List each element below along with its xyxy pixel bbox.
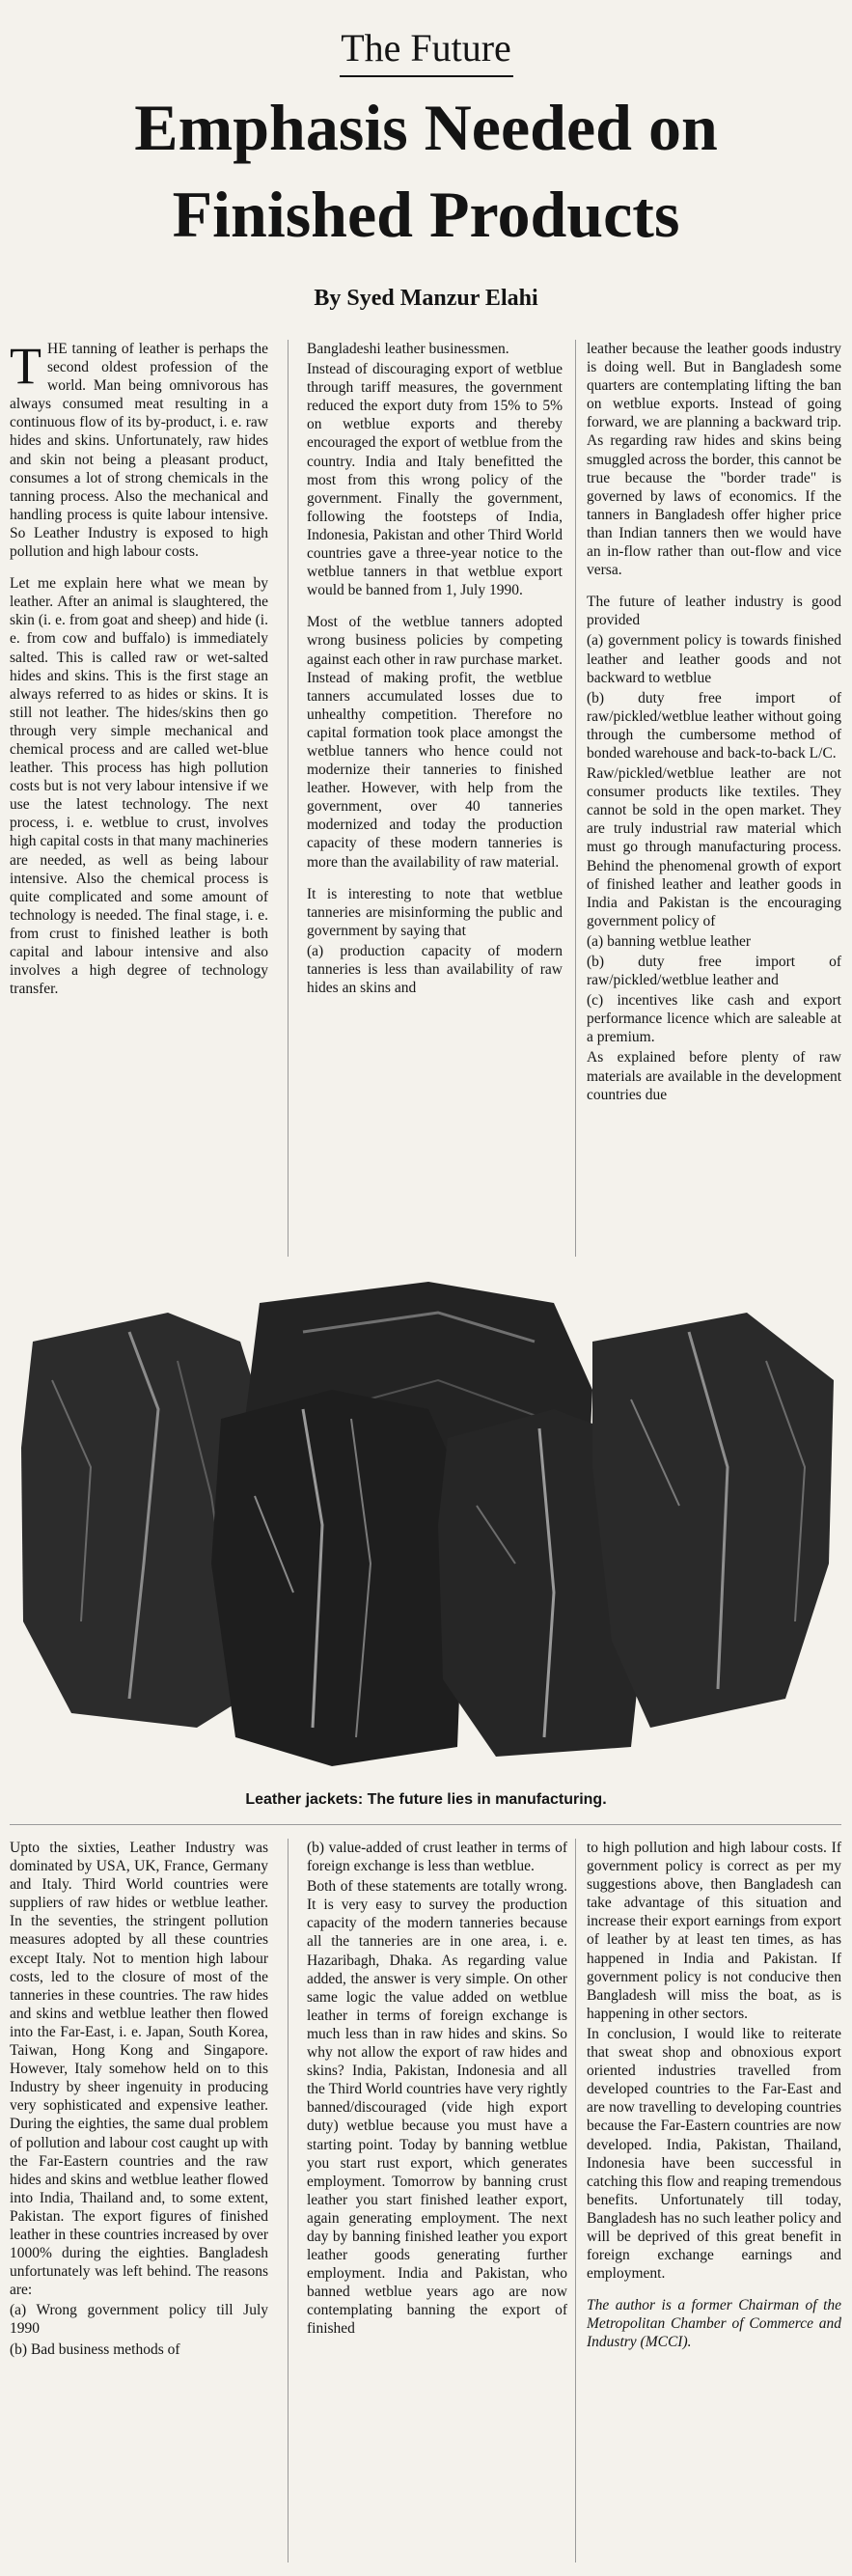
paragraph: (b) value-added of crust leather in terms of foreign exchange is less than wetblue. <box>307 1840 567 1875</box>
headline-line-2: Finished Products <box>172 178 680 251</box>
paragraph: Bangladeshi leather businessmen. <box>307 341 509 357</box>
paragraph: (b) duty free import of raw/pickled/wetblue leather without going through the cumbersome method of bonded warehouse and back-to-back L/C. <box>587 689 841 762</box>
leather-jackets-photo <box>14 1274 839 1776</box>
paragraph: leather because the leather goods industry is doing well. But in Bangladesh some quarters are contemplating lifting the ban on wetblue exports. Instead of going forward, we are planning a backward trip. As regarding raw hides and skins being smuggled across the border, this cannot be true because the "border trade" is governed by laws of economics. If the tanners in Bangladesh offer higher price than Indian tanners then we would have an in-flow rather than out-flow and vice versa. <box>587 341 841 579</box>
article-column-2 <box>307 340 563 1011</box>
paragraph: (a) production capacity of modern tanneries is less than availability of raw hides an skins and <box>307 942 563 997</box>
author-note: The author is a former Chairman of the Metropolitan Chamber of Commerce and Industry (MCCI). <box>587 2297 841 2351</box>
drop-cap: T <box>10 337 41 395</box>
paragraph: to high pollution and high labour costs. If government policy is correct as per my suggestions above, then Bangladesh can take advantage of this situation and increase their export earnings from export of leather by at least ten times, as has happened in India and Pakistan. If government policy is not conducive then Bangladesh will miss the boat, as is happening in other sectors. <box>587 1840 841 2022</box>
paragraph: Both of these statements are totally wrong. It is very easy to survey the production capacity of the modern tanneries because all the tanneries are in one area, i. e. Hazaribagh, Dhaka. As regarding value added, the answer is very simple. On other same logic the value added on wetblue leather in terms of foreign exchange is much less than in raw hides and skins. So why not allow the export of raw hides and skins? India, Pakistan, Indonesia and all the Third World countries have very rightly banned/discouraged (vide high export duty) wetblue because you must have a starting point. Today by banning wetblue you start rust export, which generates employment. Tomorrow by banning crust leather you start finished leather export, again generating employment. The next day by banning finished leather you export leather goods generating further employment. India and Pakistan, who banned wetblue years ago are now contemplating banning the export of finished <box>307 1878 567 2338</box>
paragraph: (a) banning wetblue leather <box>587 932 751 950</box>
photo-caption: Leather jackets: The future lies in manufacturing. <box>245 1791 607 1808</box>
paragraph: In conclusion, I would like to reiterate that sweat shop and obnoxious export oriented industries travelled from developed countries to the Far-East and are now travelling to developing countries because the Far-Eastern countries are now developed. India, Pakistan, Thailand, Indonesia have been successful in catching this flow and reaping tremendous benefits. Unfortunately till today, Bangladesh has no such leather policy and will be deprived of this great benefit in foreign exchange earnings and employment. <box>587 2025 841 2283</box>
headline-line-1: Emphasis Needed on <box>134 91 718 164</box>
paragraph: Let me explain here what we mean by leather. After an animal is slaughtered, the skin (i. e. from goat and sheep) and hide (i. e. from cow and buffalo) is immediately salted. This is called raw or wet-salted hides and skins. This is the first stage an always referred to as hides or skins. It is still not leather. The hides/skins then go through very simple mechanical and chemical process and are called wet-blue leather. This process has high pollution costs but is not very labour intensive if we use the latest technology. The next process, i. e. wetblue to crust, involves high capital costs in that many machineries are needed, as well as being labour intensive. Also the chemical process is quite complicated and some amount of technology is needed. The final stage, i. e. from crust to finished leather is both capital and labour intensive and also involves a high degree of technology transfer. <box>10 575 268 998</box>
article-column-4 <box>10 1839 268 2372</box>
article-column-5 <box>307 1839 567 2352</box>
paragraph: (c) incentives like cash and export performance licence which are saleable at a premium. <box>587 992 841 1046</box>
byline: By Syed Manzur Elahi <box>314 286 538 311</box>
caption-divider <box>10 1824 841 1825</box>
paragraph: Most of the wetblue tanners adopted wrong business policies by competing against each other in raw purchase market. Instead of making profit, the wetblue tanners accumulated losses due to unhealthy competition. Therefore no capital formation took place amongst the wetblue tanners who hence could not modernize their tanneries to finished leather. However, with help from the government, over 40 tanneries modernized and today the production capacity of these modern tanneries is more than the availability of raw material. <box>307 614 563 871</box>
paragraph: As explained before plenty of raw materials are available in the development countries due <box>587 1049 841 1103</box>
column-divider <box>288 340 289 1257</box>
paragraph: (a) Wrong government policy till July 1990 <box>10 2302 268 2338</box>
column-divider <box>575 1839 576 2562</box>
paragraph: (b) Bad business methods of <box>10 2341 180 2358</box>
article-column-3 <box>587 340 841 1118</box>
paragraph: (b) duty free import of raw/pickled/wetblue leather and <box>587 954 841 989</box>
paragraph: (a) government policy is towards finished leather and leather goods and not backward to wetblue <box>587 632 841 686</box>
paragraph: The future of leather industry is good provided <box>587 594 841 629</box>
column-divider <box>575 340 576 1257</box>
paragraph <box>10 337 268 561</box>
column-divider <box>288 1839 289 2562</box>
article-column-6 <box>587 1839 841 2366</box>
jacket-middle <box>211 1390 467 1766</box>
paragraph: It is interesting to note that wetblue tanneries are misinforming the public and government by saying that <box>307 885 563 939</box>
paragraph: Upto the sixties, Leather Industry was dominated by USA, UK, France, Germany and Italy. Third World countries were suppliers of raw hides or wetblue leather. In the seventies, the stringent pollution measures adopted by all these countries except Italy. Not to mention high labour costs, led to the closure of most of the tanneries in these countries. The raw hides and skins and wetblue leather then flowed into the Far-East, i. e. Japan, South Korea, Taiwan, Hong Kong and Singapore. However, Italy somehow held on to this Industry by sheer ingenuity in producing very sophisticated and expensive leather. During the eighties, the same dual problem of pollution and labour cost caught up with the Far-Eastern countries and the raw hides and skins and wetblue leather flowed into India, Thailand and, to some extent, Pakistan. The export figures of finished leather in these countries increased by over 1000% during the eighties. Bangladesh unfortunately was left behind. The reasons are: <box>10 1840 268 2299</box>
paragraph: Instead of discouraging export of wetblue through tariff measures, the government reduced the export duty from 15% to 5% on wetblue exports and thereby encouraged the export of wetblue from the country. India and Italy benefitted the most from this wrong policy of the government. Finally the government, following the footsteps of India, Indonesia, Pakistan and other Third World countries gave a three-year notice to the wetblue tanners in that wetblue export would be banned from 1, July 1990. <box>307 361 563 599</box>
paragraph-text: HE tanning of leather is perhaps the second oldest profession of the world. Man being omnivorous has always consumed meat resulting in a continuous flow of its by-product, i. e. raw hides and skins. Unfortunately, raw hides and skin not being a pleasant product, consumes a lot of strong chemicals in the tanning process. Also the mechanical and handling process is quite labour intensive. So Leather Industry is exposed to high pollution and high labour costs. <box>10 341 268 561</box>
section-kicker: The Future <box>341 26 511 69</box>
kicker-underline <box>340 75 513 77</box>
article-column-1 <box>10 337 268 1011</box>
paragraph: Raw/pickled/wetblue leather are not consumer products like textiles. They cannot be sold in the open market. They are truly industrial raw material which must go through manufacturing process. Behind the phenomenal growth of export of finished leather and leather goods in India and Pakistan is the encouraging government policy of <box>587 765 841 929</box>
